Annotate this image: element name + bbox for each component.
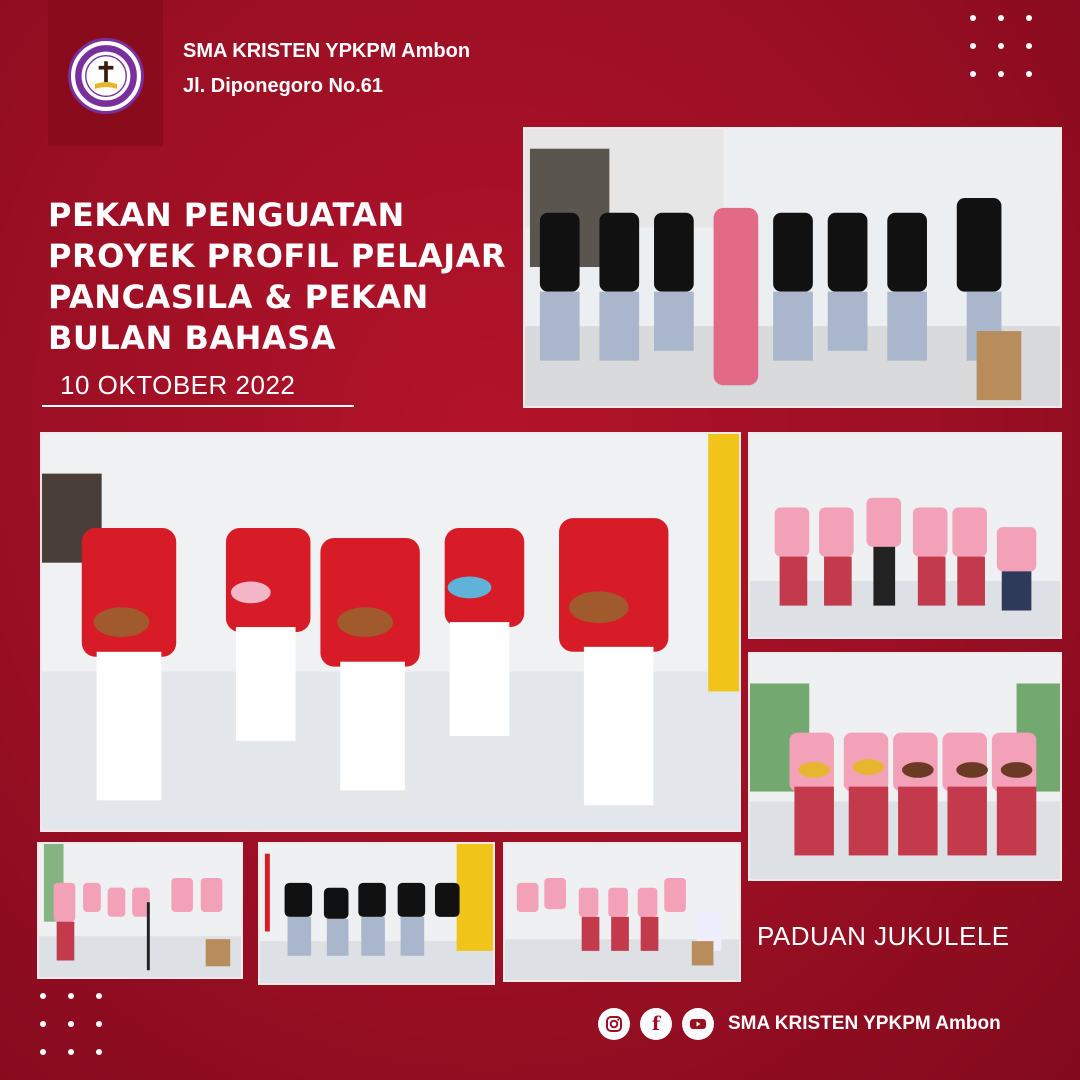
event-title: PEKAN PENGUATAN PROYEK PROFIL PELAJAR PANCASILA & PEKAN BULAN BAHASA — [48, 196, 506, 357]
social-handle: SMA KRISTEN YPKPM Ambon — [728, 1013, 1001, 1034]
logo-panel — [48, 0, 163, 146]
school-address: Jl. Diponegoro No.61 — [183, 75, 384, 97]
youtube-icon[interactable] — [682, 1008, 714, 1040]
facebook-icon[interactable]: f — [640, 1008, 672, 1040]
date-underline — [42, 405, 354, 407]
school-name: SMA KRISTEN YPKPM Ambon — [183, 40, 471, 62]
decorative-dots-top — [970, 15, 1032, 77]
photo-pink-group-standing — [748, 432, 1062, 639]
photo-caption: PADUAN JUKULELE — [757, 921, 1010, 951]
instagram-icon[interactable] — [598, 1008, 630, 1040]
photo-pink-group-seated — [748, 652, 1062, 881]
event-date: 10 OKTOBER 2022 — [60, 370, 296, 400]
photo-group-with-teacher — [37, 842, 243, 979]
school-logo — [68, 38, 144, 114]
social-links — [598, 1008, 1001, 1040]
photo-ukulele-red-shirts — [40, 432, 741, 832]
photo-pink-group-cajon — [503, 842, 741, 982]
photo-group-black-shirts — [523, 127, 1062, 408]
photo-black-shirts-ukulele — [258, 842, 495, 985]
decorative-dots-bottom — [40, 993, 102, 1055]
